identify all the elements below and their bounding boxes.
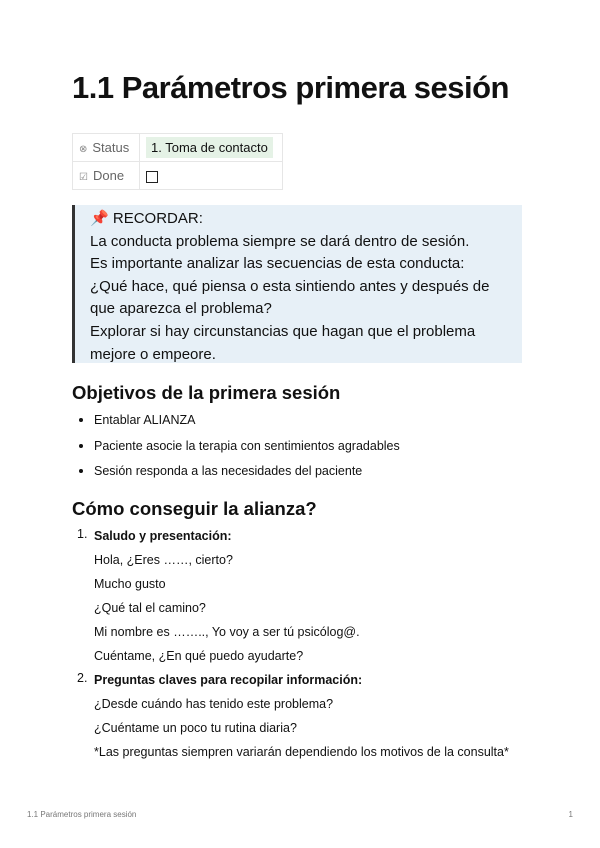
item-line: Cuéntame, ¿En qué puedo ayudarte? (94, 649, 304, 663)
list-item: Paciente asocie la terapia con sentimientos agradables (72, 436, 400, 462)
property-row-done (73, 162, 283, 190)
callout-box (72, 205, 522, 363)
page-title: 1.1 Parámetros primera sesión (72, 70, 509, 105)
property-value-cell[interactable] (140, 162, 283, 190)
item-number: 2. (77, 671, 88, 685)
done-checkbox[interactable] (146, 171, 158, 183)
section-heading-objetivos: Objetivos de la primera sesión (72, 382, 341, 403)
property-value-cell[interactable] (140, 134, 283, 162)
footer-title: 1.1 Parámetros primera sesión (27, 810, 137, 819)
properties-table (72, 133, 283, 190)
item-line: Hola, ¿Eres ……, cierto? (94, 553, 233, 567)
section-heading-alianza: Cómo conseguir la alianza? (72, 498, 317, 519)
item-title: Preguntas claves para recopilar información: (94, 673, 363, 687)
alliance-steps-list (72, 527, 509, 767)
status-icon: ⊗ (79, 144, 88, 155)
list-item: Sesión responda a las necesidades del paciente (72, 461, 400, 487)
item-title: Saludo y presentación: (94, 529, 232, 543)
callout-line: ¿Qué hace, qué piensa o esta sintiendo antes y después de (90, 277, 490, 295)
item-line: *Las preguntas siempren variarán dependiendo los motivos de la consulta* (94, 745, 509, 759)
item-number: 1. (77, 527, 88, 541)
list-item: Entablar ALIANZA (72, 410, 400, 436)
numbered-item (72, 527, 509, 671)
item-line: ¿Cuéntame un poco tu rutina diaria? (94, 721, 297, 735)
callout-line: mejore o empeore. (90, 345, 216, 363)
status-tag[interactable]: 1. Toma de contacto (146, 137, 273, 158)
callout-line: La conducta problema siempre se dará dentro de sesión. (90, 232, 470, 250)
property-key-done: Done (92, 168, 125, 183)
item-line: Mi nombre es …….., Yo voy a ser tú psicólog@. (94, 625, 360, 639)
numbered-item (72, 671, 509, 767)
callout-line: Explorar si hay circunstancias que hagan que el problema (90, 322, 476, 340)
callout-line: que aparezca el problema? (90, 300, 272, 318)
footer-page-number: 1 (568, 810, 573, 819)
callout-heading: RECORDAR: (112, 210, 203, 227)
property-key-cell (73, 162, 140, 190)
objectives-list (72, 410, 400, 487)
property-row-status (73, 134, 283, 162)
callout-line: Es importante analizar las secuencias de esta conducta: (90, 255, 465, 273)
item-line: ¿Desde cuándo has tenido este problema? (94, 697, 334, 711)
checkbox-icon: ☑ (79, 172, 88, 183)
callout-heading-line (90, 208, 522, 231)
item-line: Mucho gusto (94, 577, 166, 591)
property-key-cell (73, 134, 140, 162)
pushpin-icon: 📌 (90, 210, 109, 227)
item-line: ¿Qué tal el camino? (94, 601, 206, 615)
property-key-status: Status (92, 140, 130, 155)
